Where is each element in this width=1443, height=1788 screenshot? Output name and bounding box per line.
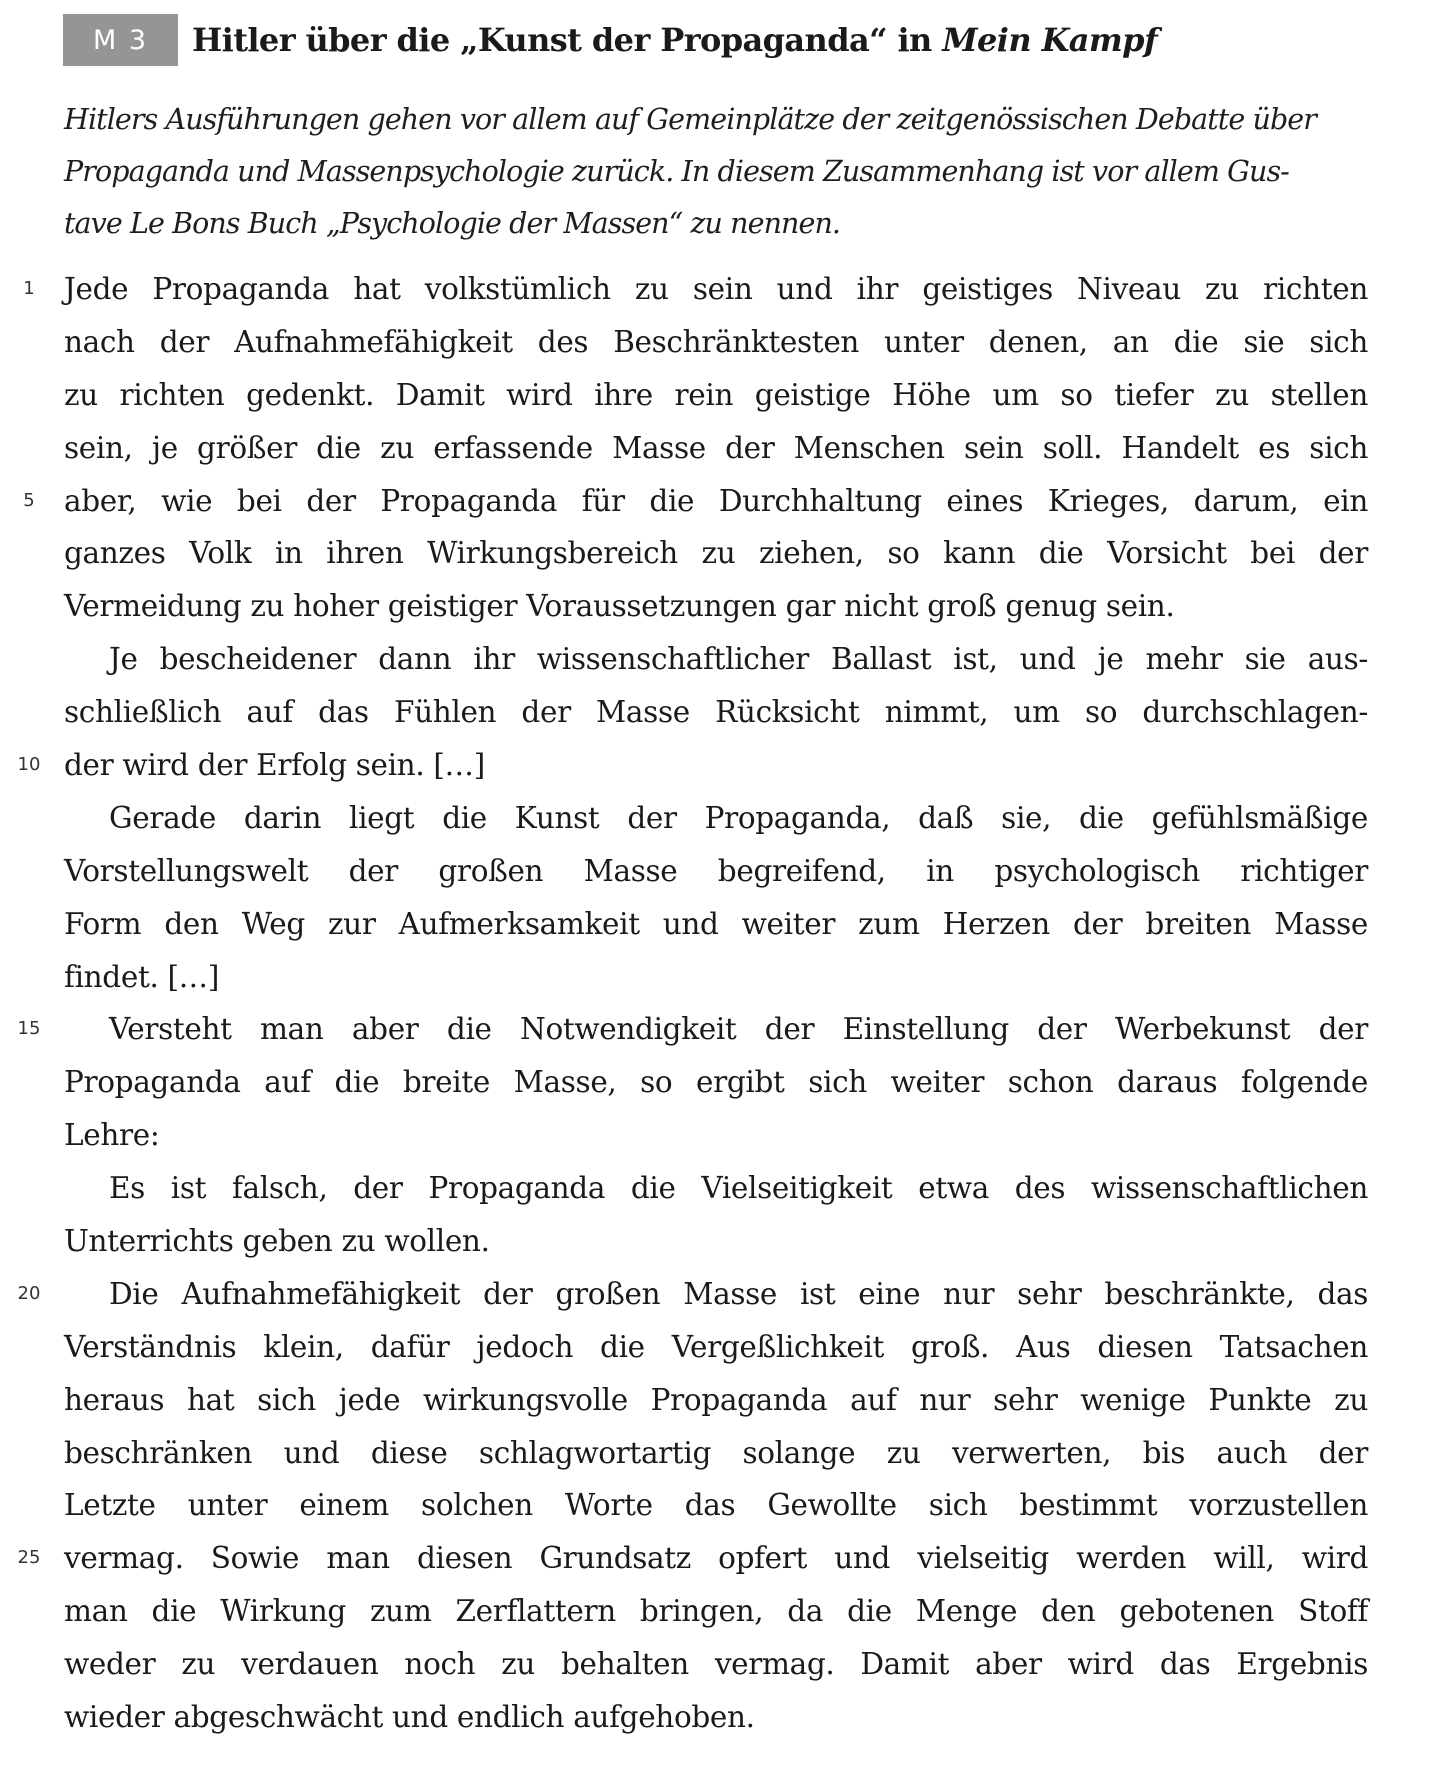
text-line-content: findet. […] (64, 959, 219, 994)
text-line-content: Verständnis klein, dafür jedoch die Vergeßlichkeit groß. Aus diesen Tatsachen (64, 1329, 1368, 1364)
text-line-content: zu richten gedenkt. Damit wird ihre rein geistige Höhe um so tiefer zu stellen (64, 377, 1368, 412)
text-line-content: Letzte unter einem solchen Worte das Gewollte sich bestimmt vorzustellen (64, 1488, 1368, 1523)
source-text (0, 263, 1443, 1744)
text-line (0, 1109, 1443, 1162)
text-line-content: Unterrichts geben zu wollen. (64, 1224, 490, 1259)
text-line (0, 1003, 1443, 1056)
text-line-content: Die Aufnahmefähigkeit der großen Masse ist eine nur sehr beschränkte, das (109, 1276, 1368, 1311)
text-line-content: sein, je größer die zu erfassende Masse der Menschen sein soll. Handelt es sich (64, 430, 1368, 465)
material-title (192, 21, 1157, 59)
text-line (0, 898, 1443, 951)
text-line (0, 633, 1443, 686)
text-line-content: heraus hat sich jede wirkungsvolle Propaganda auf nur sehr wenige Punkte zu (64, 1382, 1368, 1417)
text-line (0, 1532, 1443, 1585)
text-line (0, 527, 1443, 580)
text-line-content: beschränken und diese schlagwortartig solange zu verwerten, bis auch der (64, 1435, 1368, 1470)
intro-line: Hitlers Ausführungen gehen vor allem auf Gemeinplätze der zeitgenössischen Debatte über (64, 103, 1316, 136)
text-line (0, 1321, 1443, 1374)
text-line-content: nach der Aufnahmefähigkeit des Beschränktesten unter denen, an die sie sich (64, 324, 1368, 359)
text-line (0, 1162, 1443, 1215)
text-line (0, 792, 1443, 845)
text-line-content: wieder abgeschwächt und endlich aufgehoben. (64, 1700, 755, 1735)
text-line-content: aber, wie bei der Propaganda für die Durchhaltung eines Krieges, darum, ein (64, 483, 1368, 518)
text-line-content: Versteht man aber die Notwendigkeit der Einstellung der Werbekunst der (109, 1012, 1368, 1047)
text-line (0, 1479, 1443, 1532)
text-line-content: vermag. Sowie man diesen Grundsatz opfert und vielseitig werden will, wird (64, 1541, 1368, 1576)
text-line (0, 951, 1443, 1004)
text-line-content: man die Wirkung zum Zerflattern bringen, da die Menge den gebotenen Stoff (64, 1594, 1368, 1629)
text-line (0, 1691, 1443, 1744)
intro-line: Propaganda und Massenpsychologie zurück. In diesem Zusammenhang ist vor allem Gus- (64, 155, 1289, 188)
text-line-content: der wird der Erfolg sein. […] (64, 748, 485, 783)
line-number: 5 (23, 489, 35, 511)
text-line-content: Vorstellungswelt der großen Masse begreifend, in psychologisch richtiger (64, 853, 1368, 888)
text-line (0, 686, 1443, 739)
text-line (0, 1215, 1443, 1268)
text-line (0, 475, 1443, 528)
text-line-content: Lehre: (64, 1118, 160, 1153)
line-number: 1 (23, 278, 35, 299)
text-line (0, 1638, 1443, 1691)
line-number: 20 (17, 1282, 41, 1304)
text-line-content: weder zu verdauen noch zu behalten vermag. Damit aber wird das Ergebnis (64, 1647, 1368, 1682)
text-line (0, 422, 1443, 475)
text-line (0, 1268, 1443, 1321)
text-line-content: Es ist falsch, der Propaganda die Vielseitigkeit etwa des wissenschaftlichen (109, 1171, 1368, 1206)
text-line-content: ganzes Volk in ihren Wirkungsbereich zu ziehen, so kann die Vorsicht bei der (64, 536, 1368, 571)
line-number: 15 (17, 1018, 41, 1040)
title-book: Mein Kampf (942, 21, 1158, 59)
text-line (0, 739, 1443, 792)
text-line (0, 263, 1443, 316)
text-line (0, 580, 1443, 633)
intro-line: tave Le Bons Buch „Psychologie der Massen“ zu nennen. (64, 207, 841, 240)
text-line-content: Je bescheidener dann ihr wissenschaftlicher Ballast ist, und je mehr sie aus- (109, 642, 1368, 677)
text-line (0, 845, 1443, 898)
text-line-content: schließlich auf das Fühlen der Masse Rücksicht nimmt, um so durchschlagen- (64, 695, 1368, 730)
text-line (0, 1427, 1443, 1480)
title-prefix: Hitler über die „Kunst der Propaganda“ in (192, 21, 943, 59)
material-badge: M 3 (63, 14, 178, 66)
text-line-content: Vermeidung zu hoher geistiger Voraussetzungen gar nicht groß genug sein. (64, 589, 1175, 624)
text-line-content: Propaganda auf die breite Masse, so ergibt sich weiter schon daraus folgende (64, 1065, 1368, 1100)
text-line (0, 1374, 1443, 1427)
text-line (0, 369, 1443, 422)
line-number: 25 (17, 1547, 41, 1569)
text-line-content: Gerade darin liegt die Kunst der Propaganda, daß sie, die gefühlsmäßige (109, 800, 1368, 835)
material-header (63, 14, 1157, 66)
text-line (0, 316, 1443, 369)
text-line-content: Jede Propaganda hat volkstümlich zu sein und ihr geistiges Niveau zu richten (64, 272, 1368, 306)
intro-text (64, 94, 1374, 250)
text-line (0, 1585, 1443, 1638)
line-number: 10 (17, 754, 41, 776)
text-line (0, 1056, 1443, 1109)
text-line-content: Form den Weg zur Aufmerksamkeit und weiter zum Herzen der breiten Masse (64, 906, 1368, 941)
